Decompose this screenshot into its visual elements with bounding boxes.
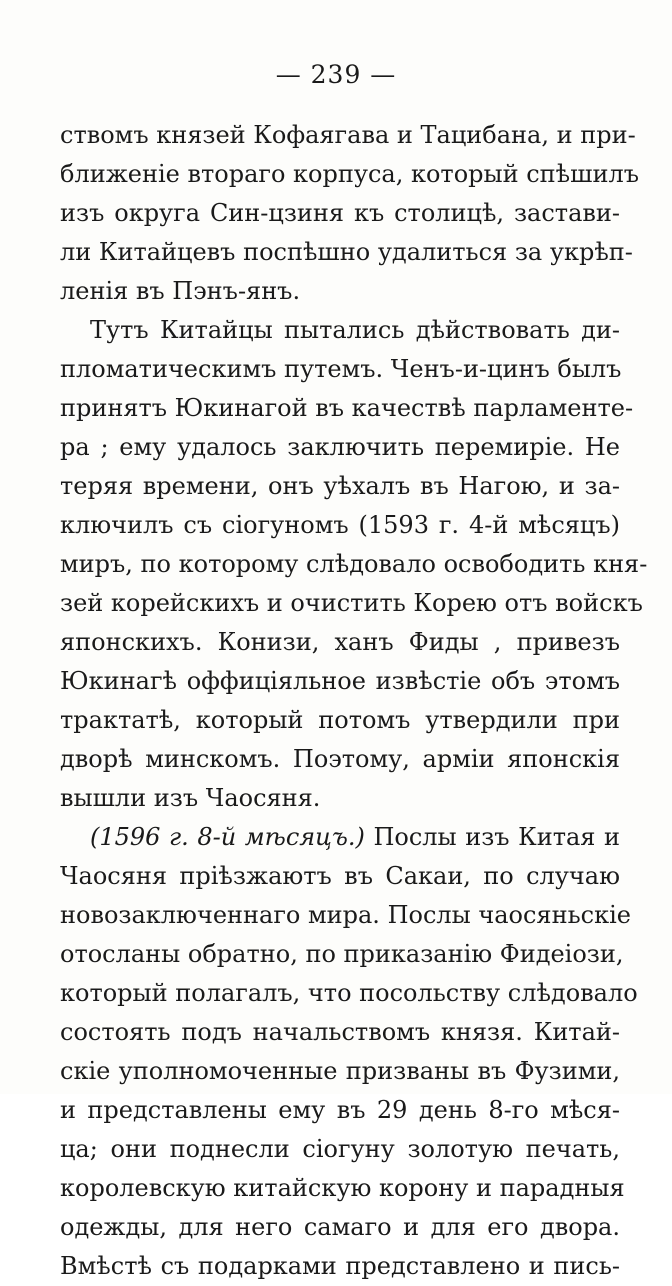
text-line: одежды, для него самаго и для его двора. bbox=[60, 1213, 620, 1241]
paragraph-1 bbox=[60, 116, 639, 311]
text-line: ли Китайцевъ поспѣшно удалиться за укрѣп- bbox=[60, 238, 633, 266]
text-line: изъ округа Син-цзиня къ столицѣ, застави- bbox=[60, 199, 620, 227]
text-line: миръ, по которому слѣдовало освободить кня- bbox=[60, 550, 648, 578]
text-line: вышли изъ Чаосяня. bbox=[60, 784, 321, 812]
text-line: ключилъ съ сіогуномъ (1593 г. 4-й мѣсяцъ) bbox=[60, 511, 620, 539]
paragraph-3 bbox=[60, 818, 638, 1286]
text-line: Вмѣстѣ съ подарками представлено и пись- bbox=[60, 1252, 620, 1280]
text-line: дворѣ минскомъ. Поэтому, арміи японскія bbox=[60, 745, 620, 773]
text-line: принятъ Юкинагой въ качествѣ парламенте- bbox=[60, 394, 634, 422]
text-line: Юкинагѣ оффиціяльное извѣстіе объ этомъ bbox=[60, 667, 620, 695]
text-line: отосланы обратно, по приказанію Фидеіози, bbox=[60, 940, 624, 968]
page-number: — 239 — bbox=[275, 60, 397, 89]
paragraph-2 bbox=[60, 311, 648, 818]
text-line: который полагалъ, что посольству слѣдовало bbox=[60, 979, 638, 1007]
text-line: ствомъ князей Кофаягава и Тацибана, и при- bbox=[60, 121, 636, 149]
text-line: Чаосяня пріѣзжаютъ въ Сакаи, по случаю bbox=[60, 862, 620, 890]
page-body bbox=[60, 116, 648, 1286]
text-line: ближеніе втораго корпуса, который спѣшилъ bbox=[60, 160, 639, 188]
text-line: теряя времени, онъ уѣхалъ въ Нагою, и за- bbox=[60, 472, 620, 500]
text-line: новозаключеннаго мира. Послы чаосяньскіе bbox=[60, 901, 631, 929]
text-line: и представлены ему въ 29 день 8-го мѣся- bbox=[60, 1096, 620, 1124]
text-line: пломатическимъ путемъ. Ченъ-и-цинъ былъ bbox=[60, 355, 622, 383]
text-line: японскихъ. Конизи, ханъ Фиды , привезъ bbox=[60, 628, 620, 656]
text-fragment: Послы изъ Китая и bbox=[364, 823, 620, 851]
text-line: ра ; ему удалось заключить перемиріе. Не bbox=[60, 433, 620, 461]
text-line: скіе уполномоченные призваны въ Фузими, bbox=[60, 1057, 620, 1085]
text-line: трактатѣ, который потомъ утвердили при bbox=[60, 706, 620, 734]
text-line-dated bbox=[60, 818, 620, 857]
text-line: ца; они поднесли сіогуну золотую печать, bbox=[60, 1135, 620, 1163]
text-line: зей корейскихъ и очистить Корею отъ войскъ bbox=[60, 589, 643, 617]
date-reference: (1596 г. 8-й мѣсяцъ.) bbox=[90, 823, 365, 851]
text-line: Тутъ Китайцы пытались дѣйствовать ди- bbox=[90, 316, 620, 344]
text-line: королевскую китайскую корону и парадныя bbox=[60, 1174, 625, 1202]
text-line: состоять подъ начальствомъ князя. Китай- bbox=[60, 1018, 620, 1046]
text-line: ленія въ Пэнъ-янъ. bbox=[60, 277, 301, 305]
